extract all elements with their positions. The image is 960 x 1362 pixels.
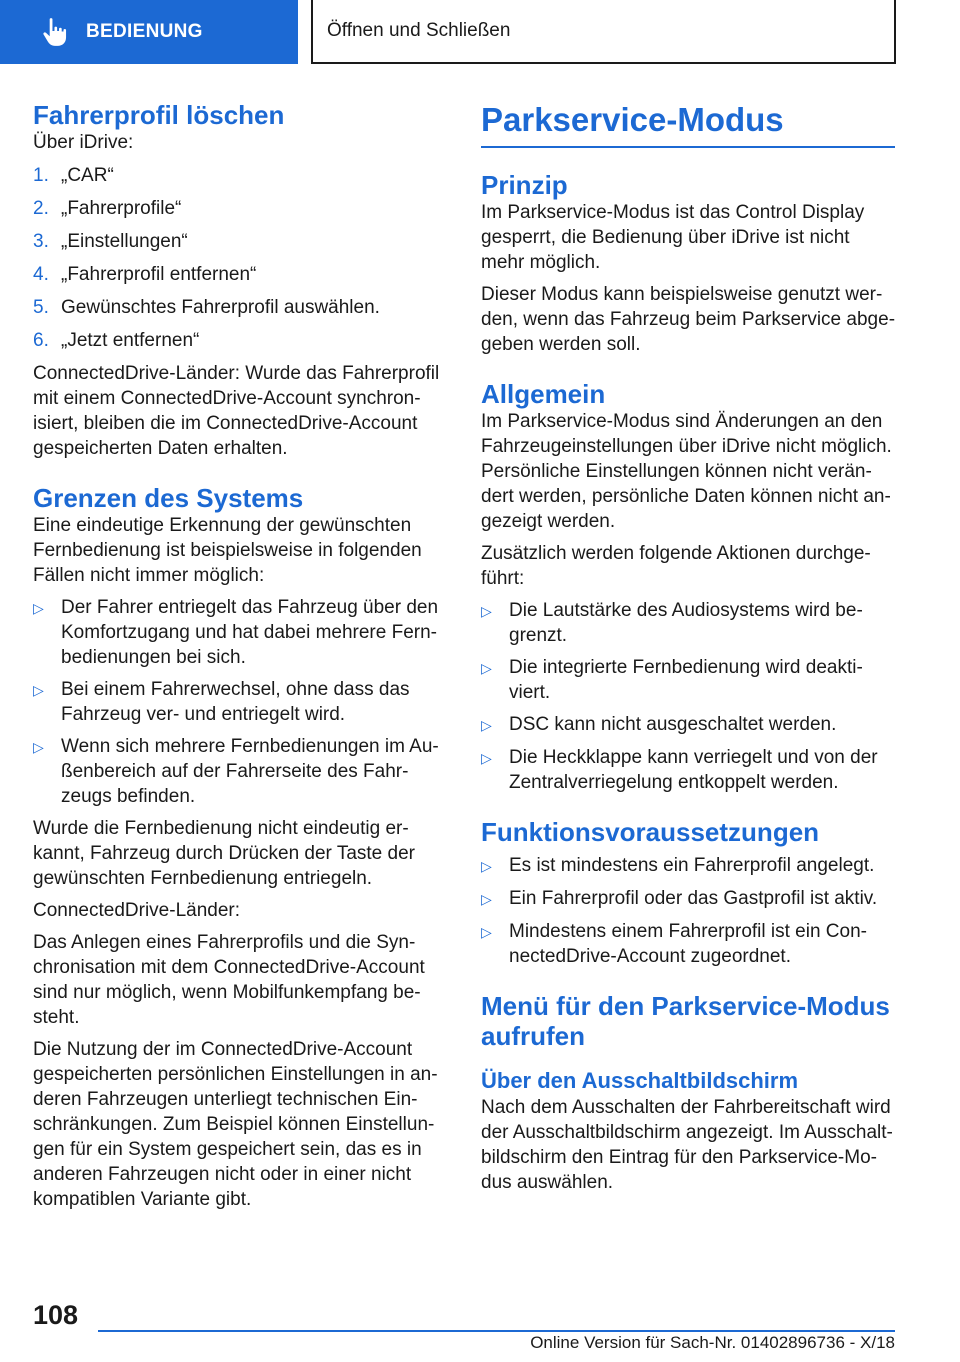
paragraph-general-1: Im Parkservice-Modus sind Änderungen an den Fahrzeugeinstellungen über iDrive nicht möglich. Persönliche Einstellungen können nicht verändert werden, persönliche Daten können nicht angezeigt werden. bbox=[481, 411, 892, 532]
subheading-shutdown-screen: Über den Ausschaltbildschirm bbox=[481, 1068, 799, 1093]
heading-open-menu: Menü für den Parkservice-Modus aufrufen bbox=[481, 991, 890, 1051]
step-text: „Einstellungen“ bbox=[61, 231, 188, 252]
list-item bbox=[33, 163, 445, 188]
triangle-bullet-icon: ▷ bbox=[481, 891, 492, 907]
heading-delete-profile: Fahrerprofil löschen bbox=[33, 100, 285, 130]
list-item-text: DSC kann nicht ausgeschaltet werden. bbox=[509, 714, 837, 735]
paragraph-connecteddrive-note: ConnectedDrive-Länder: Wurde das Fahrerprofil mit einem ConnectedDrive-Account synchronisiert, bleiben die im ConnectedDrive-Account gespeicherten Daten erhalten. bbox=[33, 363, 440, 459]
list-item bbox=[33, 196, 445, 221]
heading-general: Allgemein bbox=[481, 379, 606, 409]
general-actions-list bbox=[481, 598, 895, 795]
paragraph-principle-2: Dieser Modus kann beispielsweise genutzt werden, wenn das Fahrzeug beim Parkservice abgegeben werden soll. bbox=[481, 284, 896, 355]
requirements-list bbox=[481, 853, 895, 969]
list-item-text: Ein Fahrerprofil oder das Gastprofil ist aktiv. bbox=[509, 888, 878, 909]
list-item bbox=[33, 677, 445, 727]
paragraph-shutdown-screen: Nach dem Ausschalten der Fahrbereitschaft wird der Ausschaltbildschirm angezeigt. Im Ausschaltbildschirm den Eintrag für den Parkservice-Modus auswählen. bbox=[481, 1097, 893, 1193]
list-item bbox=[33, 262, 445, 287]
step-number: 5. bbox=[33, 297, 49, 318]
list-item bbox=[33, 595, 445, 670]
footer-divider bbox=[98, 1330, 895, 1332]
list-item-text: Bei einem Fahrerwechsel, ohne dass das Fahrzeug ver- und entriegelt wird. bbox=[61, 679, 410, 725]
heading-principle: Prinzip bbox=[481, 170, 568, 200]
paragraph-general-2: Zusätzlich werden folgende Aktionen durchgeführt: bbox=[481, 543, 871, 589]
step-number: 1. bbox=[33, 165, 49, 186]
triangle-bullet-icon: ▷ bbox=[481, 924, 492, 940]
step-number: 4. bbox=[33, 264, 49, 285]
footer-online-version: Online Version für Sach-Nr. 01402896736 - X/18 bbox=[530, 1333, 895, 1352]
triangle-bullet-icon: ▷ bbox=[481, 750, 492, 766]
paragraph-principle-1: Im Parkservice-Modus ist das Control Display gesperrt, die Bedienung über iDrive ist nicht mehr möglich. bbox=[481, 202, 865, 273]
hand-pointer-icon bbox=[38, 15, 72, 49]
triangle-bullet-icon: ▷ bbox=[481, 717, 492, 733]
heading-parkservice-mode: Parkservice-Modus bbox=[481, 100, 895, 148]
heading-system-limits: Grenzen des Systems bbox=[33, 483, 304, 513]
list-item bbox=[33, 295, 445, 320]
step-number: 3. bbox=[33, 231, 49, 252]
paragraph-usage-restrictions: Die Nutzung der im ConnectedDrive-Account gespeicherten persönlichen Einstellungen in anderen Fahrzeugen unterliegt technischen Einschränkungen. Zum Beispiel können Einstellungen für ein System gespeichert sein, das es in anderen Fahrzeugen nicht oder in einer nicht kompatiblen Variante gibt. bbox=[33, 1039, 438, 1210]
left-column bbox=[33, 100, 445, 1219]
step-text: „Fahrerprofil entfernen“ bbox=[61, 264, 257, 285]
right-column bbox=[481, 100, 895, 1202]
list-item-text: Der Fahrer entriegelt das Fahrzeug über den Komfortzugang und hat dabei mehrere Fernbedienungen bei sich. bbox=[61, 597, 439, 668]
heading-requirements: Funktionsvoraussetzungen bbox=[481, 817, 820, 847]
paragraph-limits-intro: Eine eindeutige Erkennung der gewünschten Fernbedienung ist beispielsweise in folgenden Fällen nicht immer möglich: bbox=[33, 515, 422, 586]
step-number: 6. bbox=[33, 330, 49, 351]
triangle-bullet-icon: ▷ bbox=[481, 603, 492, 619]
triangle-bullet-icon: ▷ bbox=[481, 858, 492, 874]
list-item bbox=[481, 712, 895, 738]
triangle-bullet-icon: ▷ bbox=[33, 682, 44, 698]
list-item bbox=[33, 734, 445, 809]
list-item bbox=[33, 229, 445, 254]
limits-list bbox=[33, 595, 445, 809]
triangle-bullet-icon: ▷ bbox=[481, 660, 492, 676]
step-text: „CAR“ bbox=[61, 165, 114, 186]
list-item-text: Wenn sich mehrere Fernbedienungen im Außenbereich auf der Fahrerseite des Fahrzeugs befinden. bbox=[61, 736, 439, 807]
paragraph-unlock-hint: Wurde die Fernbedienung nicht eindeutig erkannt, Fahrzeug durch Drücken der Taste der gewünschten Fernbedienung entriegeln. bbox=[33, 818, 415, 889]
list-item-text: Mindestens einem Fahrerprofil ist ein ConnectedDrive-Account zugeordnet. bbox=[509, 921, 867, 967]
chapter-tab-label: BEDIENUNG bbox=[86, 21, 203, 42]
triangle-bullet-icon: ▷ bbox=[33, 739, 44, 755]
chapter-tab[interactable] bbox=[0, 0, 298, 64]
page-number: 108 bbox=[33, 1300, 79, 1330]
paragraph-idrive-intro: Über iDrive: bbox=[33, 132, 134, 153]
list-item bbox=[33, 328, 445, 353]
list-item bbox=[481, 745, 895, 795]
list-item-text: Die Heckklappe kann verriegelt und von der Zentralverriegelung entkoppelt werden. bbox=[509, 747, 878, 793]
list-item-text: Es ist mindestens ein Fahrerprofil angelegt. bbox=[509, 855, 875, 876]
step-text: Gewünschtes Fahrerprofil auswählen. bbox=[61, 297, 380, 318]
steps-list bbox=[33, 163, 445, 353]
list-item-text: Die Lautstärke des Audiosystems wird begrenzt. bbox=[509, 600, 863, 646]
step-number: 2. bbox=[33, 198, 49, 219]
paragraph-connecteddrive-label: ConnectedDrive-Länder: bbox=[33, 900, 241, 921]
section-title: Öffnen und Schließen bbox=[311, 0, 896, 64]
list-item-text: Die integrierte Fernbedienung wird deaktiviert. bbox=[509, 657, 863, 703]
list-item bbox=[481, 598, 895, 648]
triangle-bullet-icon: ▷ bbox=[33, 600, 44, 616]
list-item bbox=[481, 853, 895, 879]
step-text: „Fahrerprofile“ bbox=[61, 198, 182, 219]
list-item bbox=[481, 919, 895, 969]
step-text: „Jetzt entfernen“ bbox=[61, 330, 200, 351]
list-item bbox=[481, 886, 895, 912]
paragraph-sync-requirement: Das Anlegen eines Fahrerprofils und die Synchronisation mit dem ConnectedDrive-Account sind nur möglich, wenn Mobilfunkempfang besteht. bbox=[33, 932, 425, 1028]
list-item bbox=[481, 655, 895, 705]
